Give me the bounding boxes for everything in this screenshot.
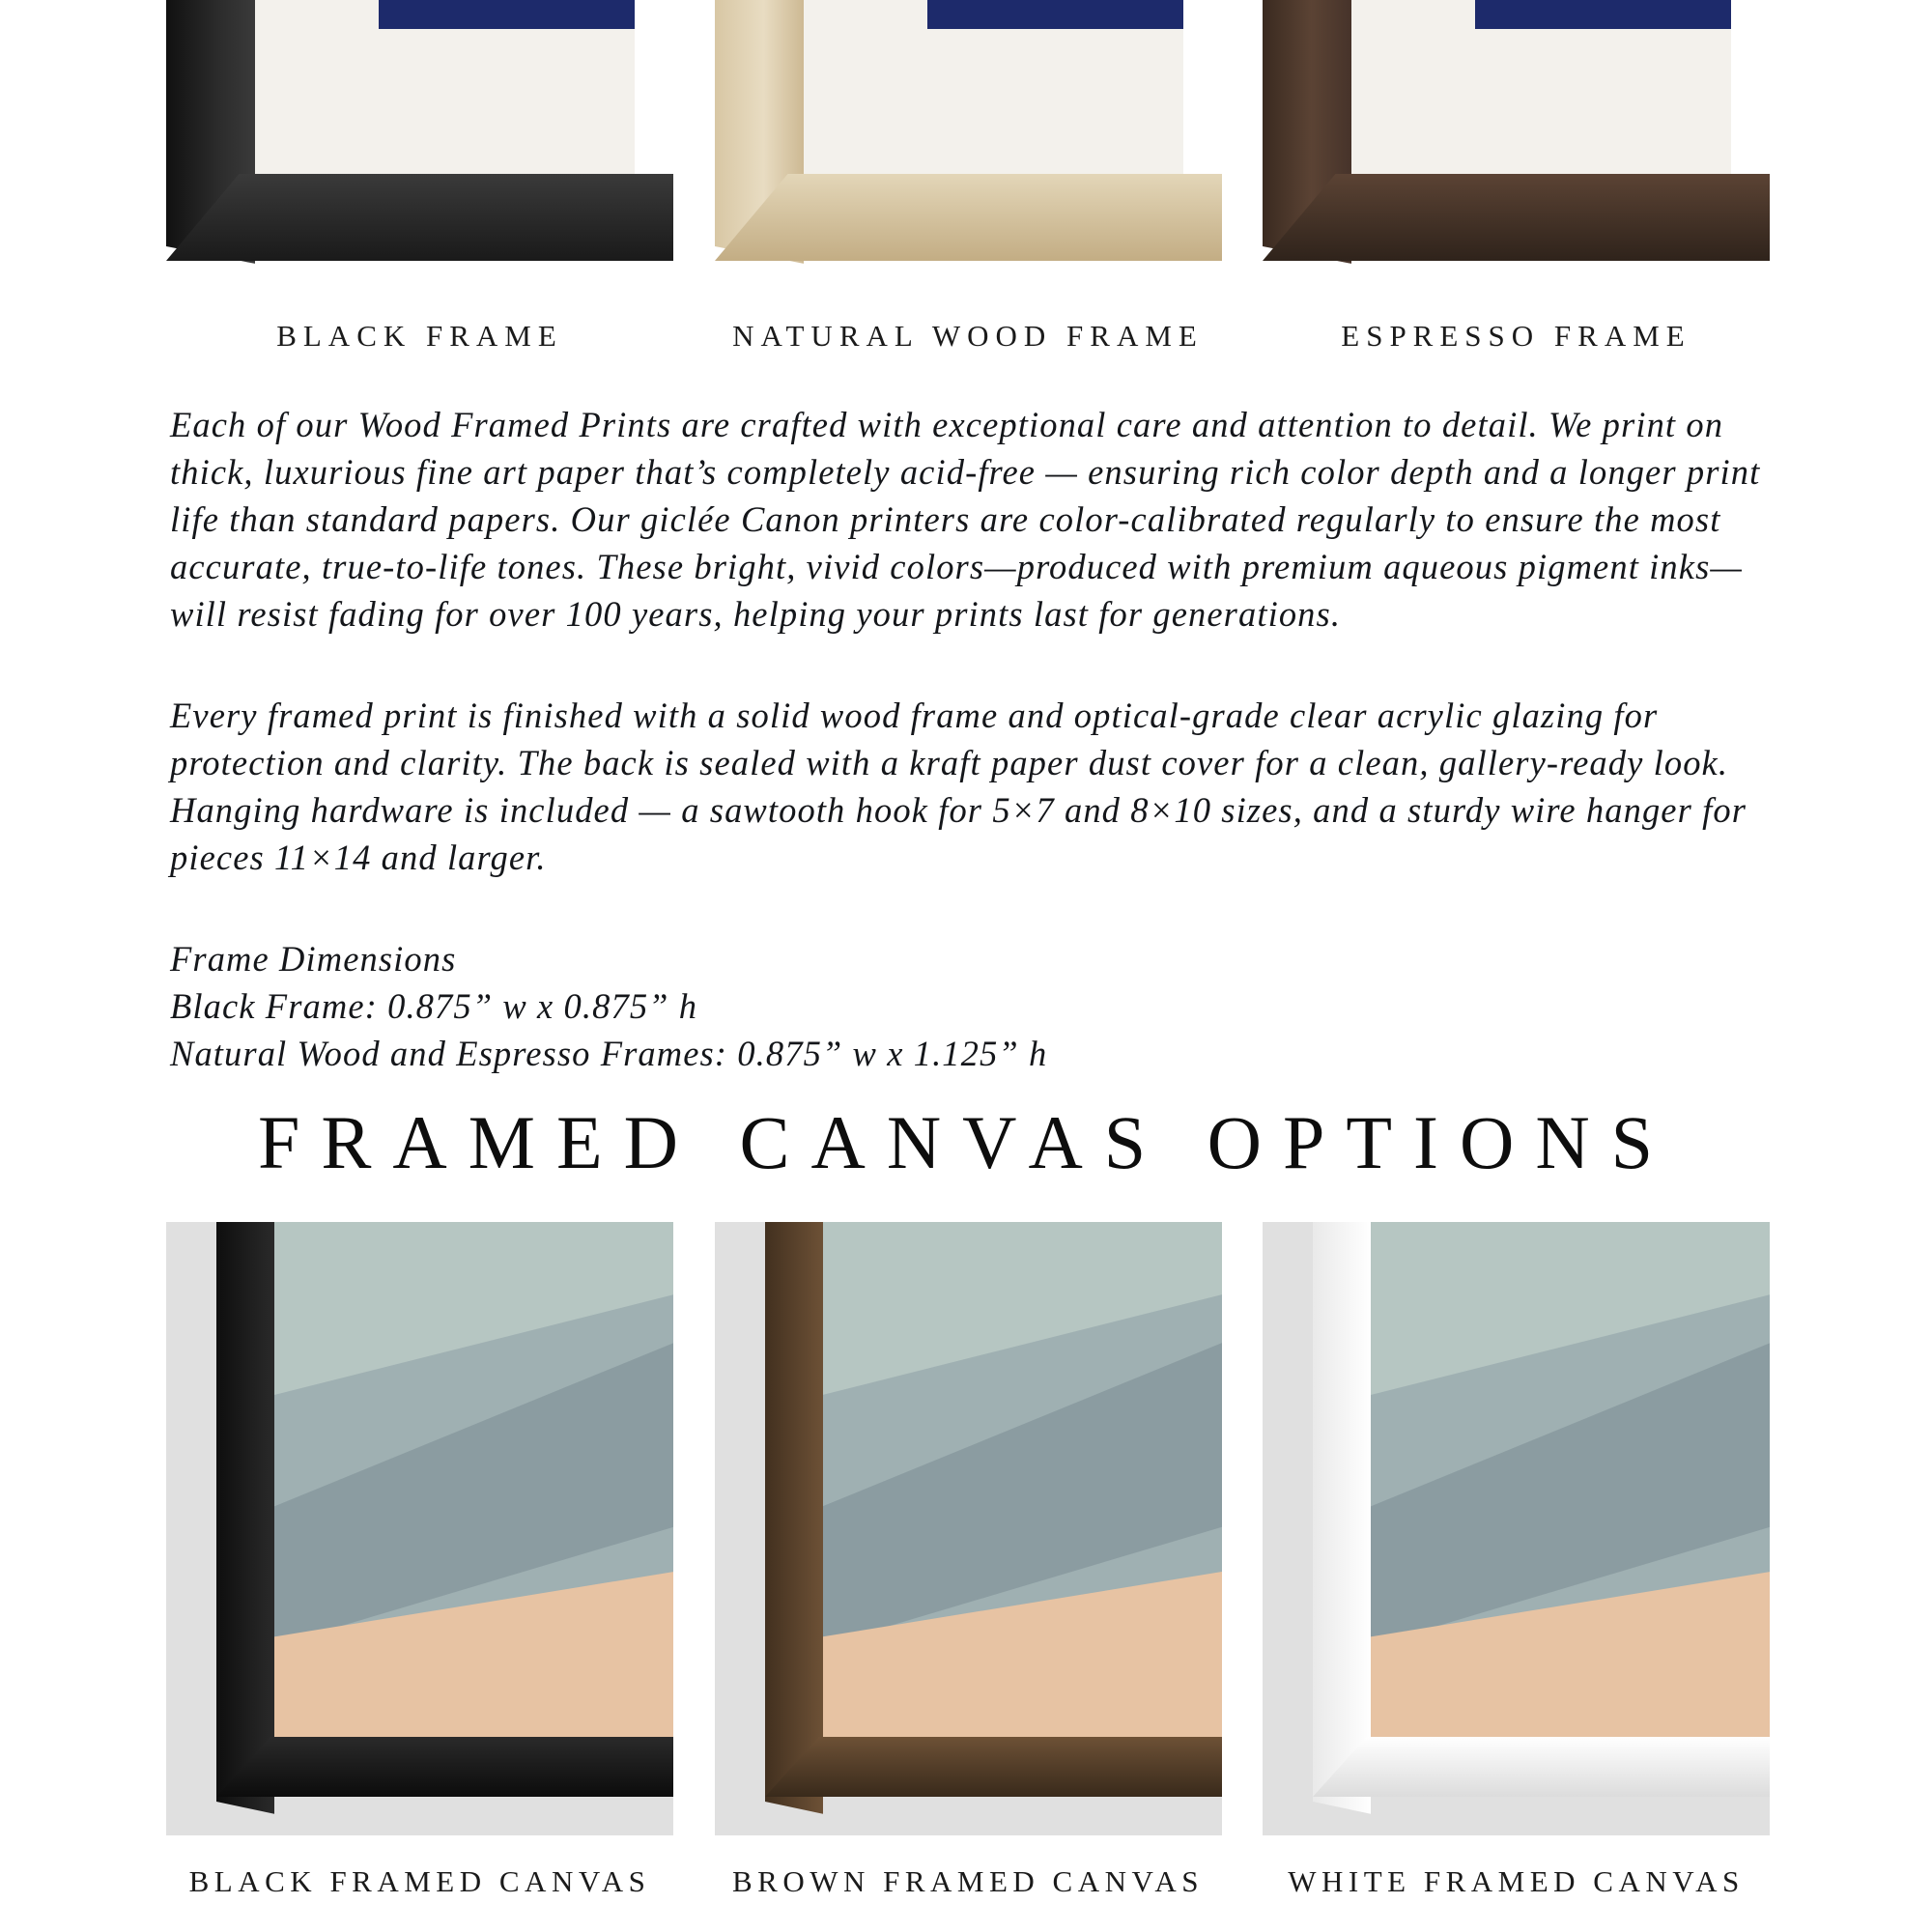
- canvas-option-label: BROWN FRAMED CANVAS: [731, 1864, 1205, 1898]
- black-frame-corner-photo: [166, 0, 673, 290]
- natural-wood-frame-corner-photo: [715, 0, 1222, 290]
- canvas-option-label: WHITE FRAMED CANVAS: [1288, 1864, 1745, 1898]
- product-description: [170, 401, 1764, 1077]
- frame-option-espresso[interactable]: [1263, 0, 1770, 354]
- description-paragraph-1: Each of our Wood Framed Prints are crafted with exceptional care and attention to detail. We print on thick, luxurious fine art paper that’s completely acid-free — ensuring rich color depth and a longer print life than standard papers. Our giclée Canon printers are color-calibrated regularly to ensure the most accurate, true-to-life tones. These bright, vivid colors—produced with premium aqueous pigment inks—will resist fading for over 100 years, helping your prints last for generations.: [170, 405, 1761, 634]
- frame-options-row: [166, 0, 1770, 354]
- canvas-options-row: [166, 1222, 1770, 1899]
- frame-dimensions-block: [170, 935, 1764, 1077]
- frame-option-label: BLACK FRAME: [276, 319, 563, 353]
- white-framed-canvas-corner-photo: [1263, 1222, 1770, 1835]
- frame-dimensions-heading: Frame Dimensions: [170, 939, 457, 979]
- brown-framed-canvas-corner-photo: [715, 1222, 1222, 1835]
- canvas-option-black[interactable]: [166, 1222, 673, 1899]
- espresso-frame-corner-photo: [1263, 0, 1770, 290]
- frame-option-label: NATURAL WOOD FRAME: [732, 319, 1204, 353]
- canvas-option-label: BLACK FRAMED CANVAS: [188, 1864, 651, 1898]
- canvas-option-white[interactable]: [1263, 1222, 1770, 1899]
- frame-dimensions-line-1: Black Frame: 0.875” w x 0.875” h: [170, 986, 698, 1026]
- frame-option-label: ESPRESSO FRAME: [1341, 319, 1691, 353]
- black-framed-canvas-corner-photo: [166, 1222, 673, 1835]
- frame-option-black[interactable]: [166, 0, 673, 354]
- frame-dimensions-line-2: Natural Wood and Espresso Frames: 0.875” w x 1.125” h: [170, 1034, 1048, 1073]
- canvas-option-brown[interactable]: [715, 1222, 1222, 1899]
- description-paragraph-2: Every framed print is finished with a solid wood frame and optical-grade clear acrylic glazing for protection and clarity. The back is sealed with a kraft paper dust cover for a clean, gallery-ready look. Hanging hardware is included — a sawtooth hook for 5×7 and 8×10 sizes, and a sturdy wire hanger for pieces 11×14 and larger.: [170, 696, 1747, 877]
- frame-option-natural-wood[interactable]: [715, 0, 1222, 354]
- framed-canvas-options-title: FRAMED CANVAS OPTIONS: [257, 1100, 1675, 1184]
